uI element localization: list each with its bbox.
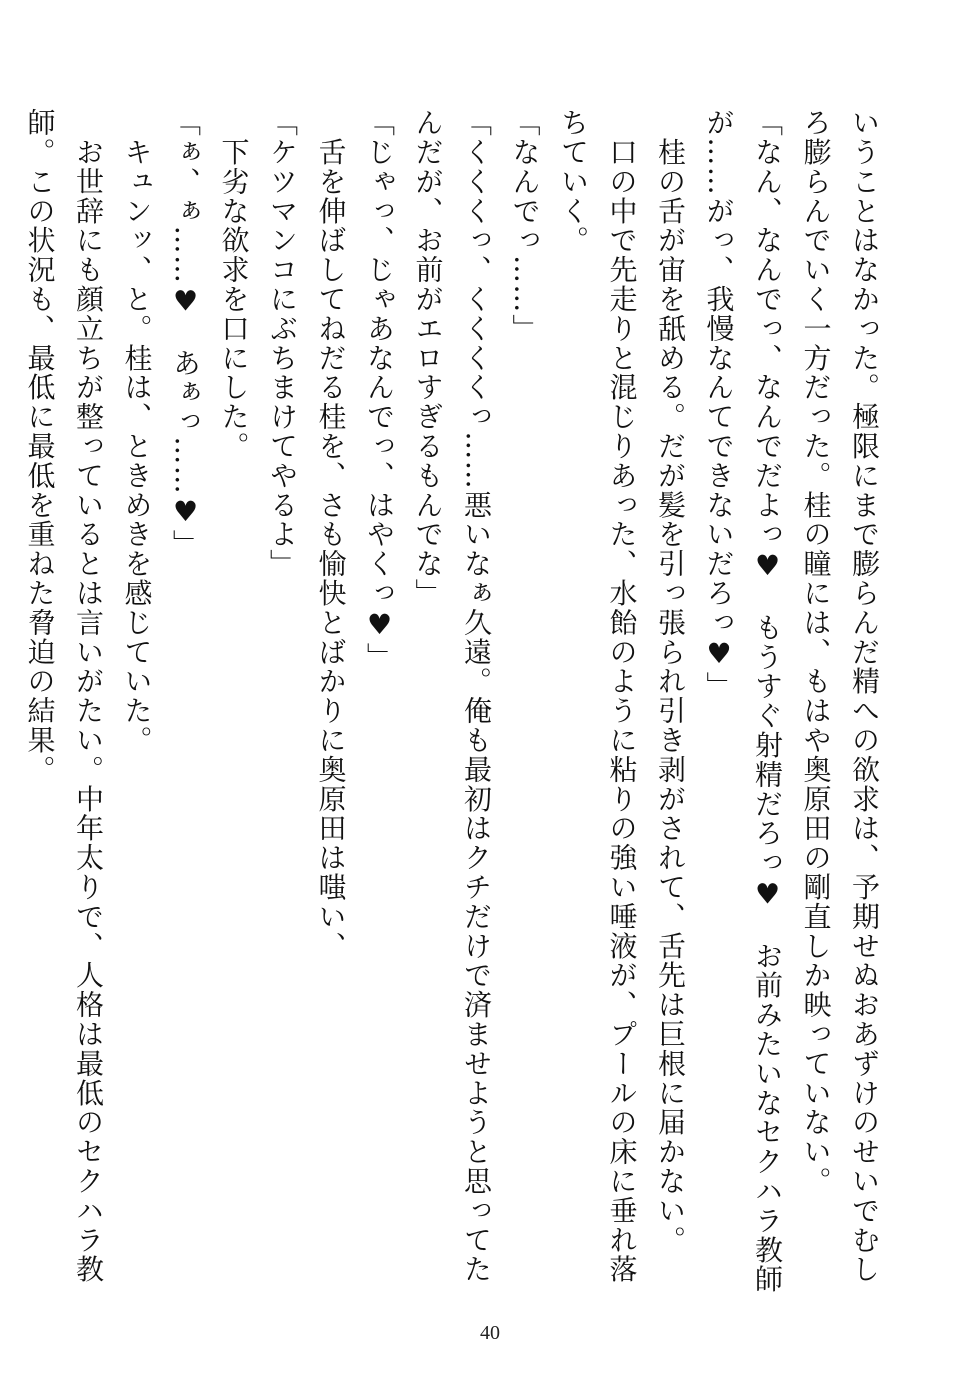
text-line: いうことはなかった。極限にまで膨らんだ精への欲求は、予期せぬおあずけのせいでむし [848,108,881,1284]
text-line: お世辞にも顔立ちが整っているとは言いがたい。中年太りで、人格は最低のセクハラ教 [72,108,105,1284]
text-line: ちていく。 [557,108,590,255]
text-line: キュンッ、と。桂は、ときめきを感じていた。 [120,108,154,755]
text-line: 舌を伸ばしてねだる桂を、さも愉快とばかりに奥原田は嗤い、 [314,108,348,961]
text-line: 「なんでっ……」 [508,108,542,344]
text-line: んだが、お前がエロすぎるもんでな」 [411,108,445,608]
text-line: 師。この状況も、最低に最低を重ねた脅迫の結果。 [23,108,57,785]
page-number: 40 [480,1322,500,1344]
text-line: 「ぁ、ぁ……♥ あぁっ……♥」 [169,108,202,559]
text-line: 「なん、なんでっ、なんでだよっ♥ もうすぐ射精だろっ♥ お前みたいなセクハラ教師 [751,108,784,1294]
text-line: 「くくくっ、くくくくっ……悪いなぁ久遠。俺も最初はクチだけで済ませようと思ってた [460,108,493,1284]
text-line: 口の中で先走りと混じりあった、水飴のように粘りの強い唾液が、プールの床に垂れ落 [605,108,639,1284]
text-line: ろ膨らんでいく一方だった。桂の瞳には、もはや奥原田の剛直しか映っていない。 [799,108,833,1196]
vertical-text-body [23,108,888,1338]
text-line: 桂の舌が宙を舐める。だが髪を引っ張られ引き剥がされて、舌先は巨根に届かない。 [654,108,687,1255]
text-line: 下劣な欲求を口にした。 [217,108,251,461]
text-line: 「ケツマンコにぶちまけてやるよ」 [266,108,299,579]
text-line: 「じゃっ、じゃあなんでっ、はやくっ♥」 [363,108,396,672]
text-line: が……がっ、我慢なんてできないだろっ♥」 [702,108,736,701]
